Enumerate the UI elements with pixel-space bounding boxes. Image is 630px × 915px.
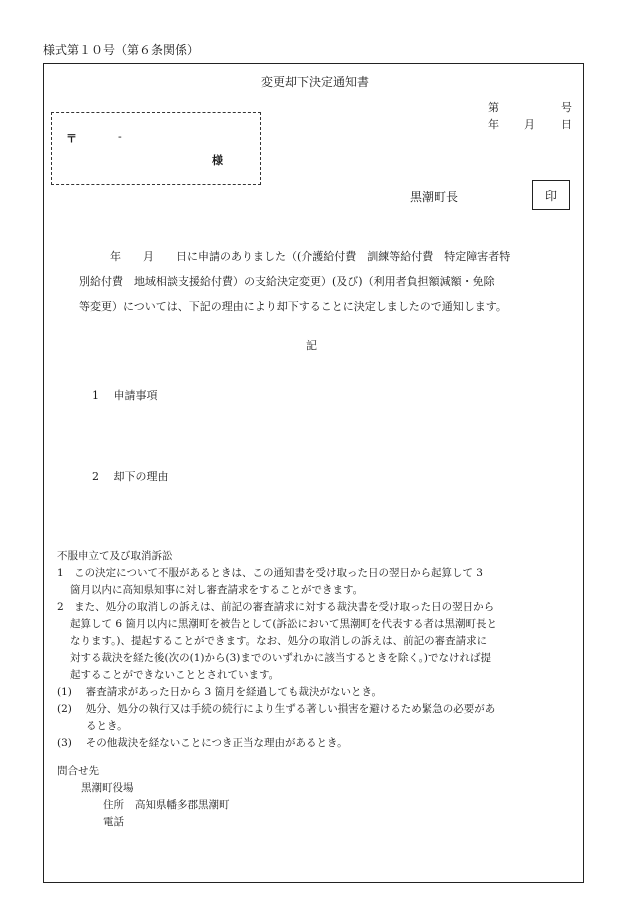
document-title: 変更却下決定通知書 <box>260 75 369 89</box>
recipient-honorific: 様 <box>212 154 223 167</box>
doc-number-suffix: 号 <box>561 101 572 114</box>
date-year: 年 <box>488 118 499 131</box>
appeal-condition-1: (1) 審査請求があった日から 3 箇月を経過しても裁決がないとき。 <box>57 686 383 698</box>
date-day: 日 <box>561 118 572 131</box>
contact-phone-label: 電話 <box>103 816 124 828</box>
postal-mark: 〒 <box>66 132 77 145</box>
appeal-p2-line4: 対する裁決を経た後(次の(1)から(3)までのいずれかに該当するときを除く。)でなければ提 <box>70 652 491 664</box>
form-number: 様式第１０号（第６条関係） <box>43 43 200 57</box>
body-line-1: 年 月 日に申請のありました（(介護給付費 訓練等給付費 特定障害者特 <box>110 250 511 263</box>
contact-address-label: 住所 <box>103 799 124 811</box>
body-line-3: 等変更）については、下記の理由により却下することに決定しましたので通知します。 <box>79 300 507 313</box>
contact-office: 黒潮町役場 <box>81 782 134 794</box>
contact-address: 高知県幡多郡黒潮町 <box>135 799 230 811</box>
appeal-p2-line2: 起算して 6 箇月以内に黒潮町を被告として(訴訟において黒潮町を代表する者は黒潮町長と <box>70 618 497 630</box>
appeal-p2-line3: なります。)、提起することができます。なお、処分の取消しの訴えは、前記の審査請求に <box>70 635 488 647</box>
appeal-heading: 不服申立て及び取消訴訟 <box>57 550 173 562</box>
seal-stamp-box: 印 <box>532 180 570 210</box>
postal-dash: - <box>118 130 122 143</box>
body-line-2: 別給付費 地域相談支援給付費）の支給決定変更）(及び)（利用者負担額減額・免除 <box>79 275 495 288</box>
appeal-p1-line2: 箇月以内に高知県知事に対し審査請求をすることができます。 <box>70 584 364 596</box>
appeal-p1-line1: 1 この決定について不服があるときは、この通知書を受け取った日の翌日から起算して 3 <box>57 567 483 579</box>
date-month: 月 <box>524 118 535 131</box>
appeal-p2-line5: 起することができないこととされています。 <box>70 669 280 681</box>
appeal-condition-2-line1: (2) 処分、処分の執行又は手続の続行により生ずる著しい損害を避けるため緊急の必要があ <box>57 703 496 715</box>
appeal-condition-3: (3) その他裁決を経ないことにつき正当な理由があるとき。 <box>57 737 348 749</box>
address-box <box>51 112 261 185</box>
issuer-name: 黒潮町長 <box>410 190 459 204</box>
appeal-condition-2-line2: るとき。 <box>86 720 128 732</box>
appeal-p2-line1: 2 また、処分の取消しの訴えは、前記の審査請求に対する裁決書を受け取った日の翌日から <box>57 601 495 613</box>
item-rejection-reason: 2 却下の理由 <box>92 470 169 483</box>
contact-heading: 問合せ先 <box>57 765 99 777</box>
item-application: 1 申請事項 <box>92 389 158 402</box>
doc-number-prefix: 第 <box>488 101 499 114</box>
ki-marker: 記 <box>306 339 317 352</box>
